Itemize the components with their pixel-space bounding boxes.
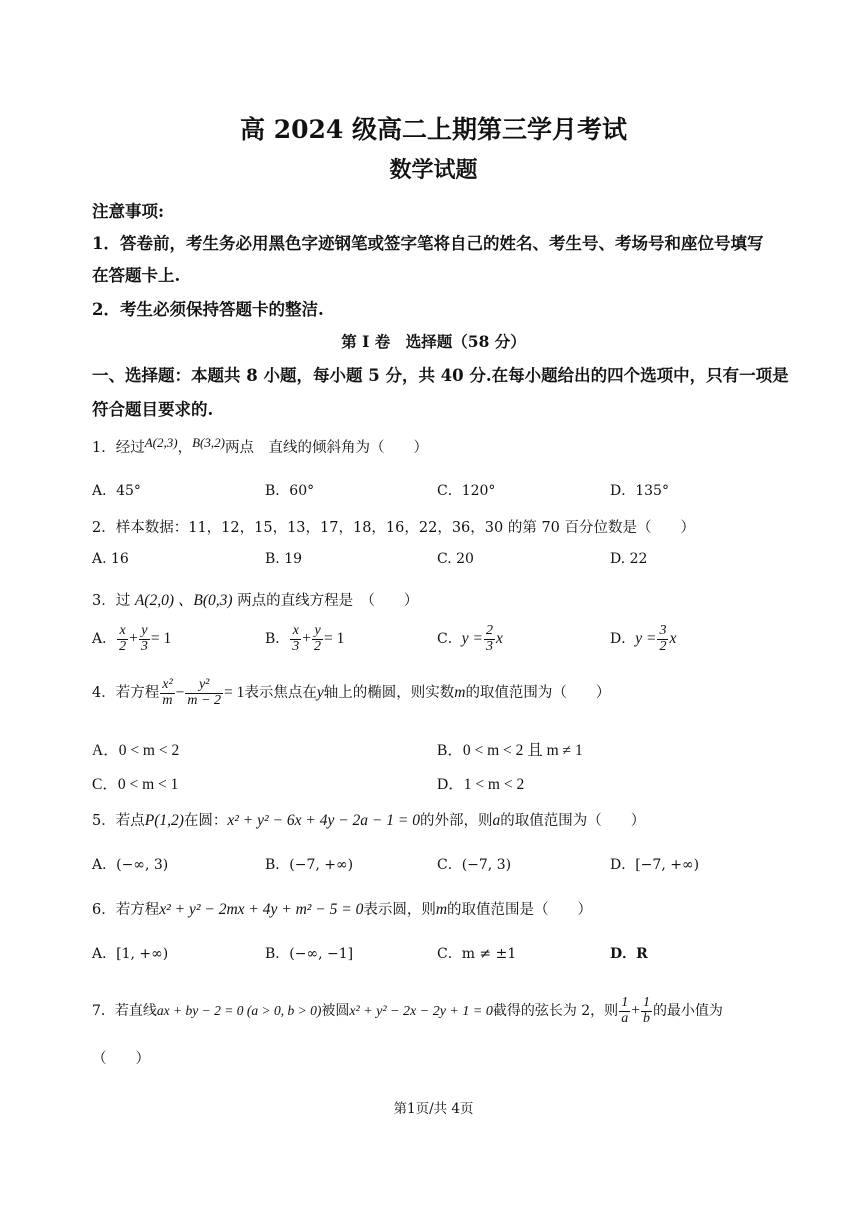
note-item-1-line-2: 在答题卡上.: [92, 266, 181, 285]
q1-option-c: C．120°: [437, 483, 496, 499]
q1-point-a: A(2,3): [144, 435, 178, 450]
q1-prefix: 1．经过: [92, 440, 145, 456]
q2-option-c: C. 20: [437, 551, 474, 567]
q6-option-d: D．R: [610, 946, 648, 962]
q3-option-b: B． $\frac{x}{3}$ + $\frac{y}{2}$ = 1: [265, 623, 345, 654]
q3-prefix: 3．过: [92, 593, 131, 609]
part-title: 第 I 卷 选择题（58 分）: [341, 332, 526, 351]
q5-option-a: A．(−∞, 3): [92, 857, 169, 873]
q1-option-b: B．60°: [265, 483, 315, 499]
question-6: 6．若方程x² + y² − 2mx + 4y + m² − 5 = 0表示圆，则m的取值范围是（ ）: [92, 901, 593, 918]
question-5: 5．若点P(1,2)在圆：x² + y² − 6x + 4y − 2a − 1 = 0的外部，则a的取值范围为（ ）: [92, 812, 646, 829]
section-intro-line-1: 一、选择题：本题共 8 小题，每小题 5 分，共 40 分.在每小题给出的四个选项中，只有一项是: [92, 366, 789, 385]
note-item-2: 2．考生必须保持答题卡的整洁.: [92, 300, 324, 319]
q2-option-d: D. 22: [610, 551, 648, 567]
q4-option-d: D．1 < m < 2: [437, 776, 525, 793]
question-2: 2．样本数据：11，12，15，13，17，18，16，22，36，30 的第 70 百分位数是（ ）: [92, 520, 696, 536]
q6-option-c: C．m ≠ ±1: [437, 946, 517, 962]
exam-subtitle: 数学试题: [389, 157, 478, 183]
q2-option-a: A. 16: [92, 551, 129, 567]
question-3: [92, 588, 418, 610]
q1-option-a: A．45°: [92, 483, 141, 499]
q5-option-c: C．(−7, 3): [437, 857, 512, 873]
q4-option-a: A．0 < m < 2: [92, 742, 180, 759]
q2-option-b: B. 19: [265, 551, 303, 567]
q5-option-b: B．(−7, +∞): [265, 857, 354, 873]
q6-option-b: B．(−∞, −1]: [265, 946, 354, 962]
q3-option-c: C．y = $\frac{2}{3}$ x: [437, 623, 503, 654]
exam-title: 高 2024 级高二上期第三学月考试: [240, 115, 627, 144]
notes-heading: 注意事项:: [92, 202, 165, 221]
q1-sep: ，: [177, 440, 193, 456]
section-intro-line-2: 符合题目要求的.: [92, 400, 214, 419]
question-7: 7．若直线ax + by − 2 = 0 (a > 0, b > 0)被圆x² + y² − 2x − 2y + 1 = 0截得的弦长为 2，则 $\frac{1}{a}$ + $\frac{1}{b}$ 的最小值为: [92, 995, 723, 1026]
q5-option-d: D．[−7, +∞): [610, 857, 700, 873]
q4-prefix: 4．若方程: [92, 685, 160, 702]
q6-option-a: A．[1, +∞): [92, 946, 169, 962]
q3-option-d: D．y = $\frac{3}{2}$ x: [610, 623, 677, 654]
question-4: 4．若方程 $\frac{\text{x²}}{m}$ − $\frac{\text{y²}}{m - 2}$ = 1表示焦点在y轴上的椭圆，则实数m的取值范围为（ ）: [92, 677, 611, 708]
q1-point-b: B(3,2): [192, 435, 225, 450]
note-item-1-line-1: 1．答卷前，考生务必用黑色字迹钢笔或签字笔将自己的姓名、考生号、考场号和座位号填写: [92, 234, 764, 253]
q3-option-a: A． $\frac{x}{2}$ + $\frac{y}{3}$ = 1: [92, 623, 172, 654]
q4-option-c: C．0 < m < 1: [92, 776, 179, 793]
q1-option-d: D．135°: [610, 483, 669, 499]
q1-suffix: 两点 直线的倾斜角为（ ）: [224, 440, 428, 456]
question-1: [92, 436, 428, 457]
q3-points: A(2,0) 、B(0,3): [134, 592, 233, 609]
q3-suffix: 两点的直线方程是 （ ）: [237, 593, 419, 609]
q4-option-b: B．0 < m < 2 且 m ≠ 1: [437, 742, 583, 759]
q7-answer-blank: （ ）: [92, 1051, 150, 1067]
page-footer: 第1页/共 4页: [393, 1101, 474, 1117]
